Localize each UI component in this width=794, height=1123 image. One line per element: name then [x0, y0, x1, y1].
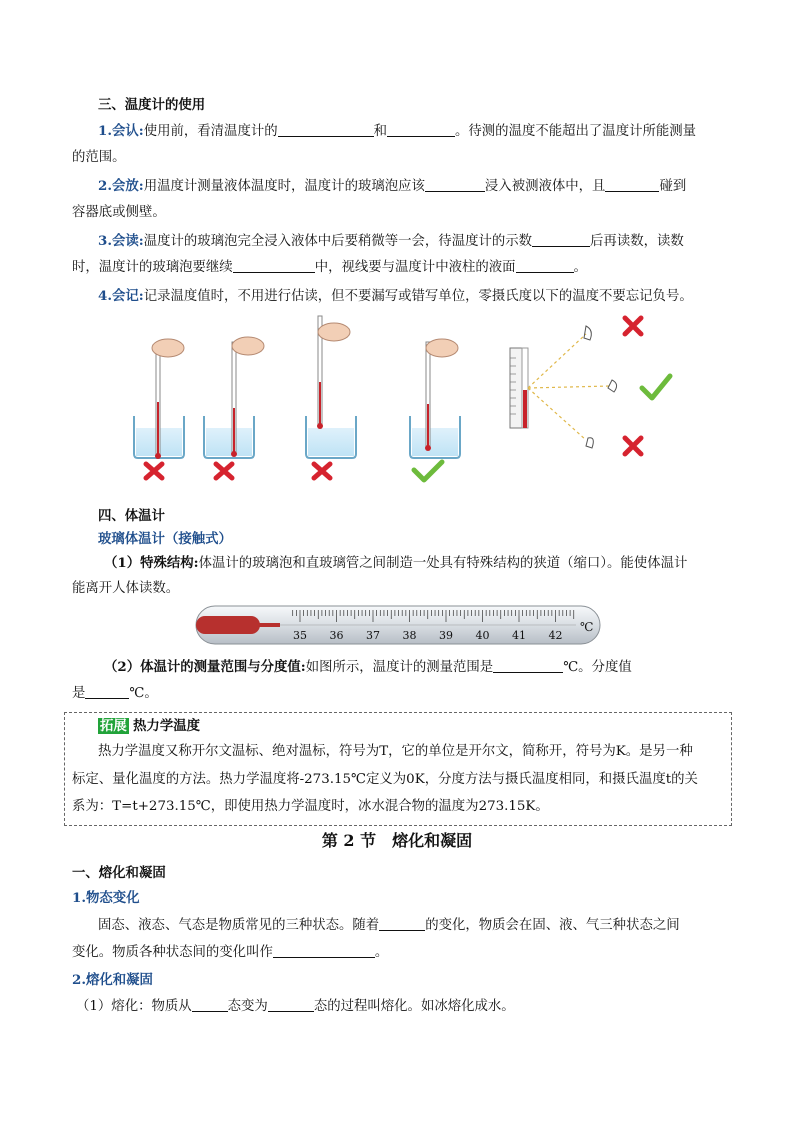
extension-heading: 拓展 热力学温度 [100, 718, 200, 734]
blank[interactable] [278, 122, 374, 137]
paragraph-state-change-cont: 变化。物质各种状态间的变化叫作 。 [72, 945, 389, 960]
blank[interactable] [85, 684, 129, 699]
subsection-melting-solidifying: 2.熔化和凝固 [72, 972, 153, 988]
scale-label: 41 [512, 629, 526, 642]
subsection-state-change: 1.物态变化 [72, 890, 140, 906]
paragraph-place: 2.会放:用温度计测量液体温度时，温度计的玻璃泡应该 浸入被测液体中，且 碰到 [98, 178, 687, 194]
scale-label: 35 [293, 629, 307, 642]
extension-line-3: 系为：T=t+273.15℃，即使用热力学温度时，冰水混合物的温度为273.15K。 [72, 799, 549, 814]
blank[interactable] [268, 997, 314, 1012]
correct-mark-icon [642, 376, 670, 398]
extension-tag: 拓展 [100, 718, 127, 734]
paragraph-state-change: 固态、液态、气态是物质常见的三种状态。随着 的变化，物质会在固、液、气三种状态之间 [98, 918, 680, 933]
chapter-title-melting: 第 2 节 熔化和凝固 [321, 831, 473, 850]
wrong-mark-icon [314, 464, 330, 478]
paragraph-special-structure-cont: 能离开人体读数。 [72, 581, 180, 596]
beaker-2 [204, 337, 264, 458]
subtitle-glass-thermometer: 玻璃体温计（接触式） [98, 531, 232, 547]
blank[interactable] [516, 258, 574, 273]
blank[interactable] [387, 122, 455, 137]
wrong-mark-icon [146, 464, 162, 478]
scale-label: 39 [439, 629, 453, 642]
scale-label: 38 [402, 629, 417, 642]
paragraph-record: 4.会记:记录温度值时，不用进行估读，但不要漏写或错写单位，零摄氏度以下的温度不要忘记负号。 [98, 288, 693, 304]
section-title-clinical-thermometer: 四、体温计 [98, 508, 165, 524]
paragraph-range-cont: 是 ℃。 [72, 686, 158, 701]
scale-label: 36 [329, 629, 344, 642]
wrong-mark-icon [625, 438, 641, 454]
blank[interactable] [493, 658, 563, 673]
blank[interactable] [425, 177, 485, 192]
scale-label: 42 [548, 629, 563, 642]
extension-line-2: 标定、量化温度的方法。热力学温度将-273.15℃定义为0K，分度方法与摄氏温度相同，和摄氏温度t的关 [72, 772, 698, 787]
paragraph-recognize: 1.会认:使用前，看清温度计的 和 。待测的温度不能超出了温度计所能测量 [98, 123, 697, 139]
thermometer-usage-illustration [120, 312, 680, 492]
celsius-unit: ℃ [580, 620, 594, 634]
paragraph-place-cont: 容器底或侧壁。 [72, 205, 166, 220]
beaker-1 [134, 339, 184, 459]
clinical-thermometer-illustration [192, 604, 604, 648]
wrong-mark-icon [625, 318, 641, 334]
blank[interactable] [192, 997, 228, 1012]
paragraph-range: （2）体温计的测量范围与分度值:如图所示，温度计的测量范围是 ℃。分度值 [104, 659, 632, 675]
scale-label: 40 [475, 629, 490, 642]
correct-mark-icon [414, 462, 442, 480]
paragraph-melting: （1）熔化：物质从 态变为 态的过程叫熔化。如冰熔化成水。 [76, 999, 515, 1014]
beaker-3 [306, 316, 356, 458]
reading-angle-diagram [510, 326, 617, 448]
paragraph-special-structure: （1）特殊结构:体温计的玻璃泡和直玻璃管之间制造一处具有特殊结构的狭道（缩口）。能使体温计 [104, 555, 688, 571]
scale-label: 37 [366, 629, 380, 642]
extension-line-1: 热力学温度又称开尔文温标、绝对温标，符号为T，它的单位是开尔文，简称开，符号为K。是另一种 [98, 744, 693, 759]
wrong-mark-icon [216, 464, 232, 478]
section-title-melting: 一、熔化和凝固 [72, 865, 166, 881]
blank[interactable] [233, 258, 315, 273]
blank[interactable] [532, 232, 590, 247]
blank[interactable] [605, 177, 659, 192]
blank[interactable] [379, 916, 425, 931]
paragraph-read-cont: 时，温度计的玻璃泡要继续 中，视线要与温度计中液柱的液面 。 [72, 260, 587, 275]
paragraph-read: 3.会读:温度计的玻璃泡完全浸入液体中后要稍微等一会，待温度计的示数 后再读数，读数 [98, 233, 684, 249]
beaker-4 [410, 339, 460, 458]
blank[interactable] [273, 943, 375, 958]
section-title-thermometer-use: 三、温度计的使用 [98, 97, 206, 113]
paragraph-recognize-cont: 的范围。 [72, 150, 126, 165]
